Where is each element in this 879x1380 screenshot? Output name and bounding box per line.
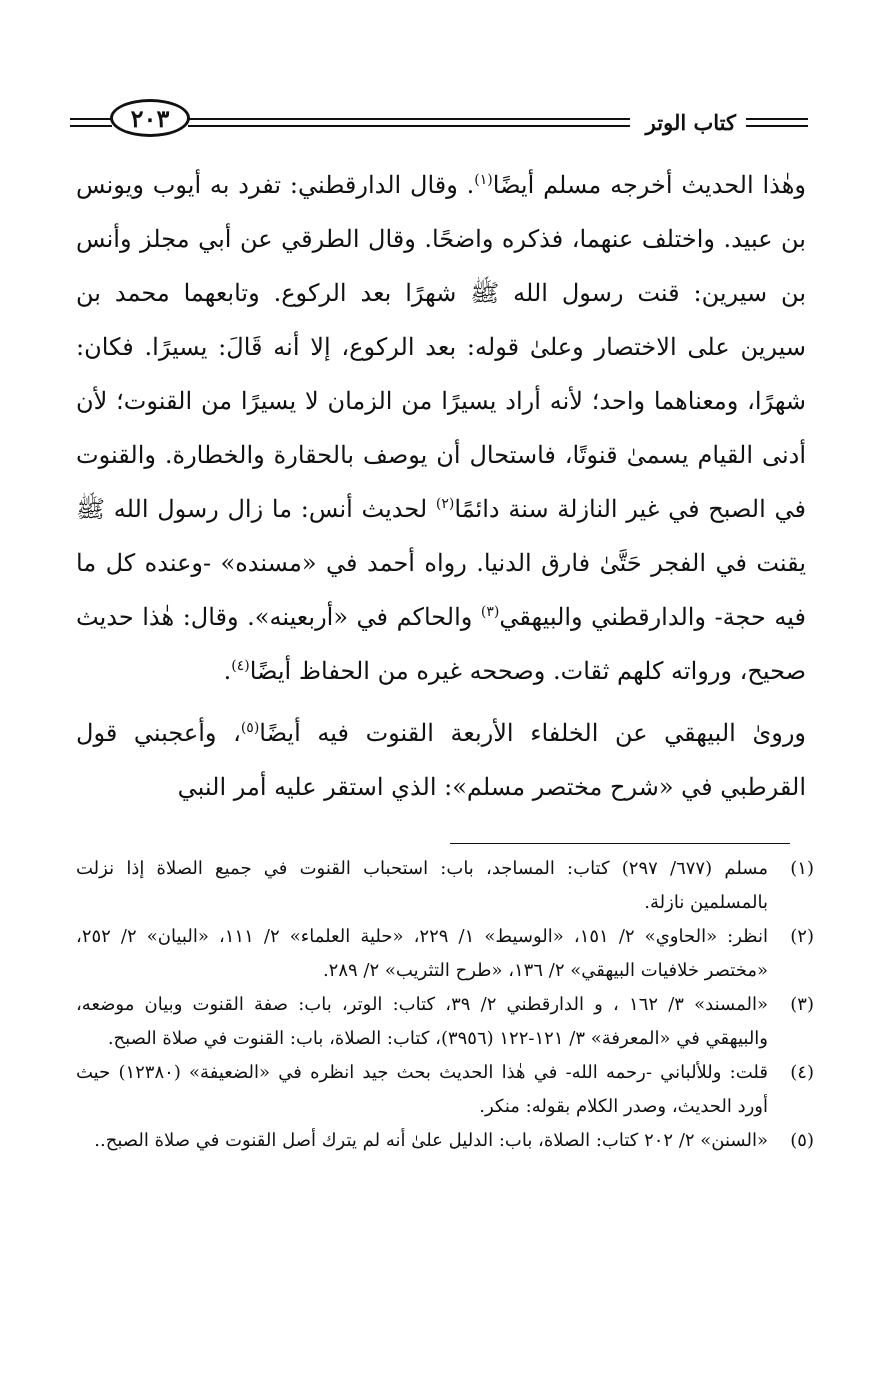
footnote-4	[76, 1056, 814, 1124]
header-rule-right-top	[746, 118, 808, 120]
footnote-number: (٤)	[790, 1062, 814, 1083]
footnote-number: (٥)	[790, 1130, 814, 1151]
footnote-3	[76, 988, 814, 1056]
header-rule-left-top	[70, 118, 112, 120]
chapter-title: كتاب الوتر	[645, 110, 736, 135]
footnote-ref: (٢)	[435, 496, 455, 512]
footnote-number: (١)	[790, 858, 814, 879]
footnote-text: مسلم (٦٧٧/ ٢٩٧) كتاب: المساجد، باب: استحباب القنوت في جميع الصلاة إذا نزلت بالمسلمين نازلة.	[76, 858, 768, 913]
footnote-text: قلت: وللألباني -رحمه الله- في هٰذا الحديث بحث جيد انظره في «الضعيفة» (١٢٣٨٠) حيث أورد الحديث، وصدر الكلام بقوله: منكر.	[76, 1062, 768, 1117]
footnote-ref: (٥)	[240, 720, 260, 736]
paragraph-1: وهٰذا الحديث أخرجه مسلم أيضًا$^{(١)}$. وقال الدارقطني: تفرد به أيوب ويونس بن عبيد. واختلف عنهما، فذكره واضحًا. وقال الطرقي عن أبي مجلز وأنس بن سيرين: قنت رسول الله ﷺ شهرًا بعد الركوع. وتابعهما محمد بن سيرين على الاختصار وعلىٰ قوله: بعد الركوع، إلا أنه قَالَ: يسيرًا. فكان: شهرًا، ومعناهما واحد؛ لأنه أراد يسيرًا من الزمان لا يسيرًا من القنوت؛ لأن أدنى القيام يسمىٰ قنوتًا، فاستحال أن يوصف بالحقارة والخطارة. والقنوت في الصبح في غير النازلة سنة دائمًا$^{(٢)}$ لحديث أنس: ما زال رسول الله ﷺ يقنت في الفجر حَتَّىٰ فارق الدنيا. رواه أحمد في «مسنده» -وعنده كل ما فيه حجة- والدارقطني والبيهقي$^{(٣)}$ والحاكم في «أربعينه». وقال: هٰذا حديث صحيح، ورواته كلهم ثقات. وصححه غيره من الحفاظ أيضًا$^{(٤)}$.	[76, 171, 807, 685]
footnote-text: «السنن» ٢/ ٢٠٢ كتاب: الصلاة، باب: الدليل علىٰ أنه لم يترك أصل القنوت في صلاة الصبح..	[94, 1130, 768, 1151]
footnote-2	[76, 920, 814, 988]
footnote-ref: (١)	[474, 172, 493, 188]
footnote-ref: (٣)	[480, 604, 500, 620]
footnote-1	[76, 852, 814, 920]
footnote-number: (٢)	[790, 926, 814, 947]
page-header	[70, 98, 808, 144]
footnote-number: (٣)	[790, 994, 814, 1015]
header-rule-middle-bottom	[188, 125, 630, 127]
footnote-5	[76, 1124, 814, 1158]
page-number: ٢٠٣	[110, 99, 190, 137]
footnote-text: «المسند» ٣/ ١٦٢ ، و الدارقطني ٢/ ٣٩، كتاب: الوتر، باب: صفة القنوت وبيان موضعه، والبيهقي في «المعرفة» ٣/ ١٢١-١٢٢ (٣٩٥٦)، كتاب: الصلاة، باب: القنوت في صلاة الصبح.	[76, 994, 769, 1049]
main-text	[76, 158, 806, 814]
header-rule-right-bottom	[746, 125, 808, 127]
footnote-separator	[450, 843, 790, 844]
footnote-ref: (٤)	[231, 658, 250, 674]
paragraph-2: وروىٰ البيهقي عن الخلفاء الأربعة القنوت فيه أيضًا$^{(٥)}$، وأعجبني قول القرطبي في «شرح مختصر مسلم»: الذي استقر عليه أمر النبي	[76, 719, 806, 801]
header-rule-left-bottom	[70, 125, 112, 127]
footnotes	[76, 852, 814, 1158]
footnote-text: انظر: «الحاوي» ٢/ ١٥١، «الوسيط» ١/ ٢٢٩، «حلية العلماء» ٢/ ١١١، «البيان» ٢/ ٢٥٢، «مختصر خلافيات البيهقي» ٢/ ١٣٦، «طرح التثريب» ٢/ ٢٨٩.	[76, 926, 768, 981]
header-rule-middle-top	[188, 118, 630, 120]
